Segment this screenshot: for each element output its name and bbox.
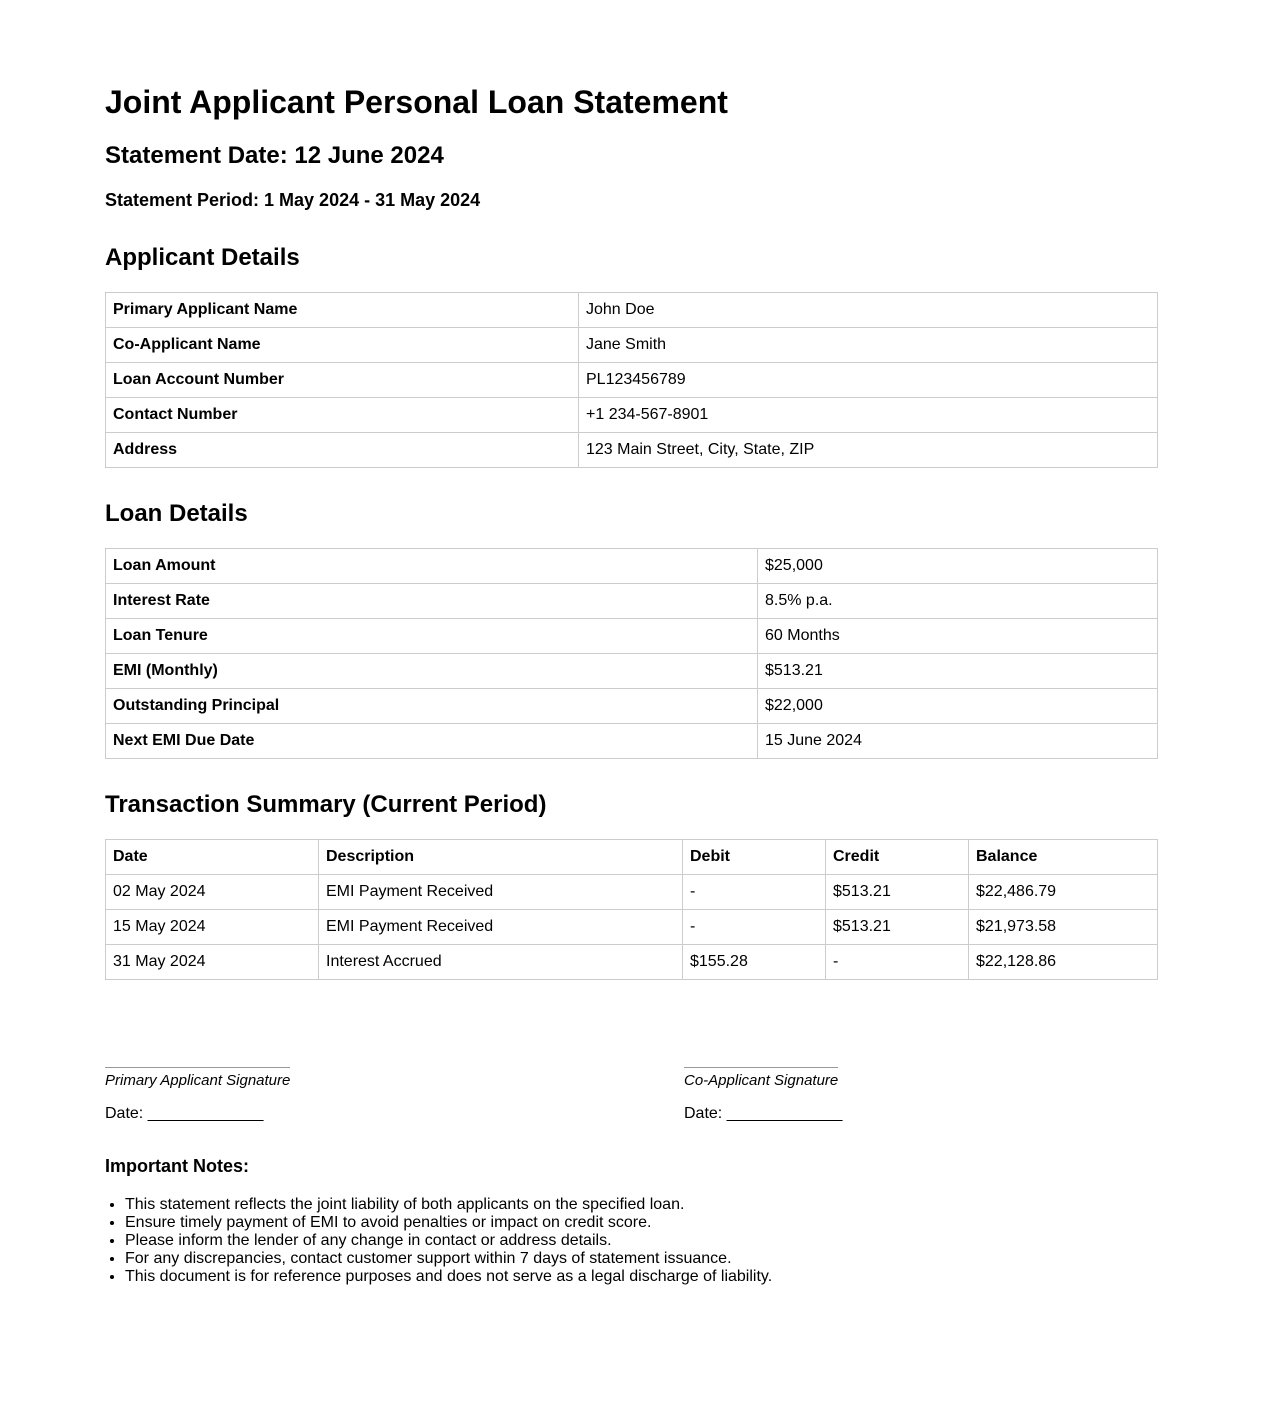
column-header-debit: Debit	[683, 840, 826, 875]
page-title: Joint Applicant Personal Loan Statement	[105, 84, 728, 120]
list-item: • Ensure timely payment of EMI to avoid penalties or impact on credit score.	[125, 1214, 772, 1232]
co-signature-block	[684, 1067, 842, 1124]
list-item: • Please inform the lender of any change in contact or address details.	[125, 1232, 772, 1250]
table-row	[106, 619, 1158, 654]
list-item: • For any discrepancies, contact customer support within 7 days of statement issuance.	[125, 1250, 772, 1268]
co-signature-label: Co-Applicant Signature	[684, 1067, 838, 1090]
loan-details-heading: Loan Details	[105, 500, 248, 527]
field-value: 60 Months	[758, 619, 1158, 654]
table-row	[106, 549, 1158, 584]
table-row	[106, 293, 1158, 328]
cell-date: 15 May 2024	[106, 910, 319, 945]
cell-credit: $513.21	[826, 875, 969, 910]
table-row	[106, 584, 1158, 619]
primary-signature-label: Primary Applicant Signature	[105, 1067, 290, 1090]
cell-description: EMI Payment Received	[319, 875, 683, 910]
transaction-table	[105, 839, 1158, 980]
table-row	[106, 398, 1158, 433]
table-row	[106, 910, 1158, 945]
loan-details-table	[105, 548, 1158, 759]
field-value: 8.5% p.a.	[758, 584, 1158, 619]
column-header-date: Date	[106, 840, 319, 875]
field-label: Contact Number	[106, 398, 579, 433]
co-signature-date: Date: _____________	[684, 1105, 843, 1122]
field-label: Outstanding Principal	[106, 689, 758, 724]
cell-credit: $513.21	[826, 910, 969, 945]
cell-debit: -	[683, 910, 826, 945]
cell-description: EMI Payment Received	[319, 910, 683, 945]
column-header-credit: Credit	[826, 840, 969, 875]
field-value: $513.21	[758, 654, 1158, 689]
cell-date: 31 May 2024	[106, 945, 319, 980]
table-row	[106, 945, 1158, 980]
field-value: $25,000	[758, 549, 1158, 584]
column-header-description: Description	[319, 840, 683, 875]
field-value: PL123456789	[579, 363, 1158, 398]
table-row	[106, 689, 1158, 724]
transaction-summary-heading: Transaction Summary (Current Period)	[105, 791, 547, 818]
table-header-row	[106, 840, 1158, 875]
field-label: Loan Tenure	[106, 619, 758, 654]
field-label: EMI (Monthly)	[106, 654, 758, 689]
primary-signature-date: Date: _____________	[105, 1105, 264, 1122]
field-label: Next EMI Due Date	[106, 724, 758, 759]
list-item: • This statement reflects the joint liability of both applicants on the specified loan.	[125, 1196, 772, 1214]
table-row	[106, 875, 1158, 910]
table-row	[106, 328, 1158, 363]
applicant-details-heading: Applicant Details	[105, 244, 300, 271]
important-notes-heading: Important Notes:	[105, 1156, 249, 1176]
cell-debit: -	[683, 875, 826, 910]
field-value: 15 June 2024	[758, 724, 1158, 759]
field-value: +1 234-567-8901	[579, 398, 1158, 433]
table-row	[106, 363, 1158, 398]
applicant-details-table	[105, 292, 1158, 468]
cell-debit: $155.28	[683, 945, 826, 980]
cell-balance: $22,128.86	[969, 945, 1158, 980]
field-label: Interest Rate	[106, 584, 758, 619]
field-value: John Doe	[579, 293, 1158, 328]
field-value: Jane Smith	[579, 328, 1158, 363]
table-row	[106, 724, 1158, 759]
primary-signature-block	[105, 1067, 290, 1124]
field-label: Loan Amount	[106, 549, 758, 584]
statement-date: Statement Date: 12 June 2024	[105, 142, 444, 169]
cell-date: 02 May 2024	[106, 875, 319, 910]
cell-balance: $22,486.79	[969, 875, 1158, 910]
field-label: Primary Applicant Name	[106, 293, 579, 328]
cell-description: Interest Accrued	[319, 945, 683, 980]
field-label: Address	[106, 433, 579, 468]
column-header-balance: Balance	[969, 840, 1158, 875]
table-row	[106, 654, 1158, 689]
table-row	[106, 433, 1158, 468]
field-value: $22,000	[758, 689, 1158, 724]
cell-credit: -	[826, 945, 969, 980]
important-notes-list	[105, 1196, 772, 1286]
list-item: • This document is for reference purposes and does not serve as a legal discharge of liability.	[125, 1268, 772, 1286]
field-value: 123 Main Street, City, State, ZIP	[579, 433, 1158, 468]
cell-balance: $21,973.58	[969, 910, 1158, 945]
statement-period: Statement Period: 1 May 2024 - 31 May 2024	[105, 190, 481, 210]
field-label: Loan Account Number	[106, 363, 579, 398]
field-label: Co-Applicant Name	[106, 328, 579, 363]
